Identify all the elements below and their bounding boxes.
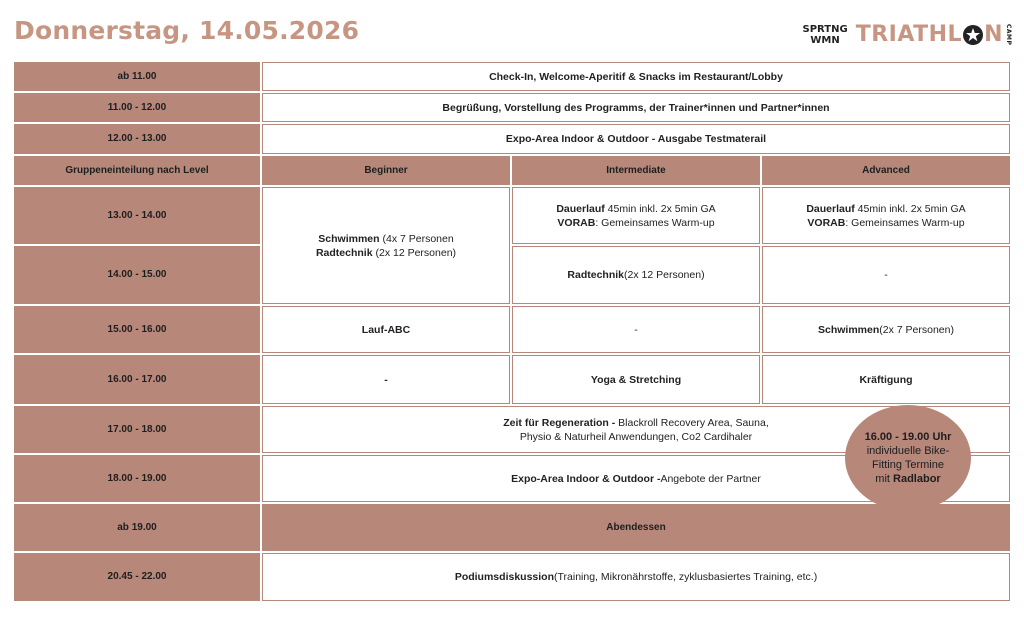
schedule-entry: Begrüßung, Vorstellung des Programms, der Trainer*innen und Partner*innen <box>262 93 1010 122</box>
intermediate-entry <box>512 187 760 244</box>
time-cell: 15.00 - 16.00 <box>14 306 260 353</box>
badge-text: mit <box>875 473 894 485</box>
entry-text: (Training, Mikronährstoffe, zyklusbasiertes Training, etc.) <box>554 571 818 583</box>
badge-text: individuelle Bike- <box>866 445 950 457</box>
badge-bold: Radlabor <box>893 473 941 485</box>
logo-triathl-text: TRIATHL <box>855 22 963 47</box>
logo-camp-text: CAMP <box>1005 23 1012 46</box>
entry-text: : Gemeinsames Warm-up <box>845 216 965 229</box>
entry-text: Physio & Naturheil Anwendungen, Co2 Cardihaler <box>519 430 753 443</box>
entry-bold: Dauerlauf <box>806 202 855 215</box>
entry-bold: VORAB <box>557 216 596 229</box>
time-cell: 20.45 - 22.00 <box>14 553 260 601</box>
beginner-entry: Lauf-ABC <box>262 306 510 353</box>
badge-text: Fitting Termine <box>872 459 944 471</box>
column-header-intermediate: Intermediate <box>512 156 760 185</box>
advanced-entry <box>762 306 1010 353</box>
schedule-entry: Check-In, Welcome-Aperitif & Snacks im Restaurant/Lobby <box>262 62 1010 91</box>
triathlon-logo <box>856 22 1012 47</box>
column-header-beginner: Beginner <box>262 156 510 185</box>
beginner-block <box>262 187 510 304</box>
entry-text: (2x 12 Personen) <box>372 246 457 259</box>
column-header-advanced: Advanced <box>762 156 1010 185</box>
time-cell: 13.00 - 14.00 <box>14 187 260 244</box>
group-label: Gruppeneinteilung nach Level <box>14 156 260 185</box>
badge-time: 16.00 - 19.00 Uhr <box>864 431 952 443</box>
time-cell: 11.00 - 12.00 <box>14 93 260 122</box>
time-cell: 18.00 - 19.00 <box>14 455 260 502</box>
beginner-entry: - <box>262 355 510 404</box>
entry-text: (4x 7 Personen <box>379 232 454 245</box>
entry-bold: VORAB <box>807 216 846 229</box>
entry-text: 45min inkl. 2x 5min GA <box>854 202 966 215</box>
intermediate-entry: - <box>512 306 760 353</box>
entry-bold: Podiumsdiskussion <box>454 571 554 583</box>
time-cell: ab 11.00 <box>14 62 260 91</box>
schedule-entry: Abendessen <box>262 504 1010 551</box>
entry-text: (2x 7 Personen) <box>879 323 954 336</box>
advanced-entry: - <box>762 246 1010 304</box>
entry-bold: Radtechnik <box>567 269 625 281</box>
entry-bold: Dauerlauf <box>556 202 605 215</box>
entry-bold: Zeit für Regeneration - <box>503 416 616 429</box>
time-cell: 12.00 - 13.00 <box>14 124 260 154</box>
schedule-entry <box>262 553 1010 601</box>
entry-text: : Gemeinsames Warm-up <box>595 216 715 229</box>
schedule-table <box>14 62 1010 602</box>
entry-bold: Schwimmen <box>818 323 880 336</box>
entry-text: Angebote der Partner <box>660 472 761 485</box>
entry-text: (2x 12 Personen) <box>624 269 705 281</box>
intermediate-entry: Yoga & Stretching <box>512 355 760 404</box>
logo <box>803 22 1013 47</box>
logo-sprtng-text: SPRTNG <box>802 23 848 35</box>
entry-text: 45min inkl. 2x 5min GA <box>604 202 716 215</box>
entry-bold: Expo-Area Indoor & Outdoor - <box>511 472 661 485</box>
sprtng-wmn-logo <box>803 24 848 46</box>
star-o-icon <box>962 24 984 46</box>
schedule-entry: Expo-Area Indoor & Outdoor - Ausgabe Testmaterail <box>262 124 1010 154</box>
time-cell: 14.00 - 15.00 <box>14 246 260 304</box>
intermediate-entry <box>512 246 760 304</box>
bike-fitting-badge <box>845 405 971 511</box>
time-cell: ab 19.00 <box>14 504 260 551</box>
page-title: Donnerstag, 14.05.2026 <box>14 16 360 45</box>
time-cell: 17.00 - 18.00 <box>14 406 260 453</box>
time-cell: 16.00 - 17.00 <box>14 355 260 404</box>
entry-bold: Schwimmen <box>318 232 380 245</box>
entry-bold: Radtechnik <box>315 246 373 259</box>
advanced-entry <box>762 187 1010 244</box>
logo-n-text: N <box>984 22 1003 47</box>
logo-wmn-text: WMN <box>810 34 840 46</box>
advanced-entry: Kräftigung <box>762 355 1010 404</box>
entry-text: Blackroll Recovery Area, Sauna, <box>615 416 769 429</box>
